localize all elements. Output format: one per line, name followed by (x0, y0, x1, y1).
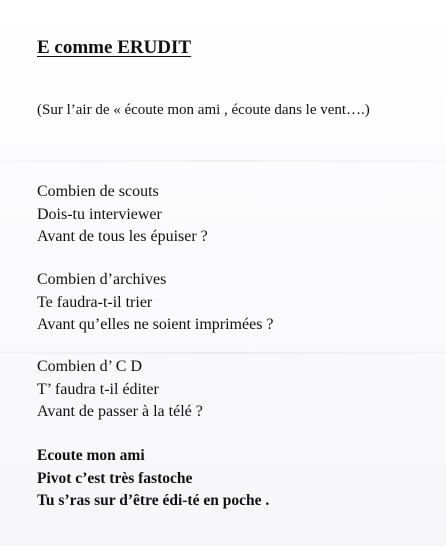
stanza-line: T’ faudra t-il éditer (37, 380, 159, 398)
chorus-line: Tu s’ras sur d’être édi-té en poche . (37, 492, 270, 509)
song-subtitle: (Sur l’air de « écoute mon ami , écoute dans le vent….) (37, 102, 370, 118)
stanza-1 (37, 181, 208, 249)
chorus-line: Pivot c’est très fastoche (37, 469, 193, 487)
stanza-line: Combien de scouts (37, 183, 159, 200)
stanza-line: Avant de tous les épuiser ? (37, 228, 208, 245)
stanza-2 (37, 269, 274, 337)
stanza-line: Avant qu’elles ne soient imprimées ? (37, 316, 274, 333)
stanza-line: Te faudra-t-il trier (37, 293, 153, 311)
song-title: E comme ERUDIT (37, 37, 192, 58)
stanza-line: Combien d’ C D (37, 358, 143, 375)
stanza-line: Dois-tu interviewer (37, 205, 162, 223)
chorus-line: Ecoute mon ami (37, 447, 145, 464)
paper-fold-line (0, 160, 446, 162)
stanza-3 (37, 356, 203, 424)
chorus (37, 445, 269, 513)
stanza-line: Combien d’archives (37, 271, 167, 288)
paper-fold-line (0, 352, 446, 354)
stanza-line: Avant de passer à la télé ? (37, 403, 203, 420)
